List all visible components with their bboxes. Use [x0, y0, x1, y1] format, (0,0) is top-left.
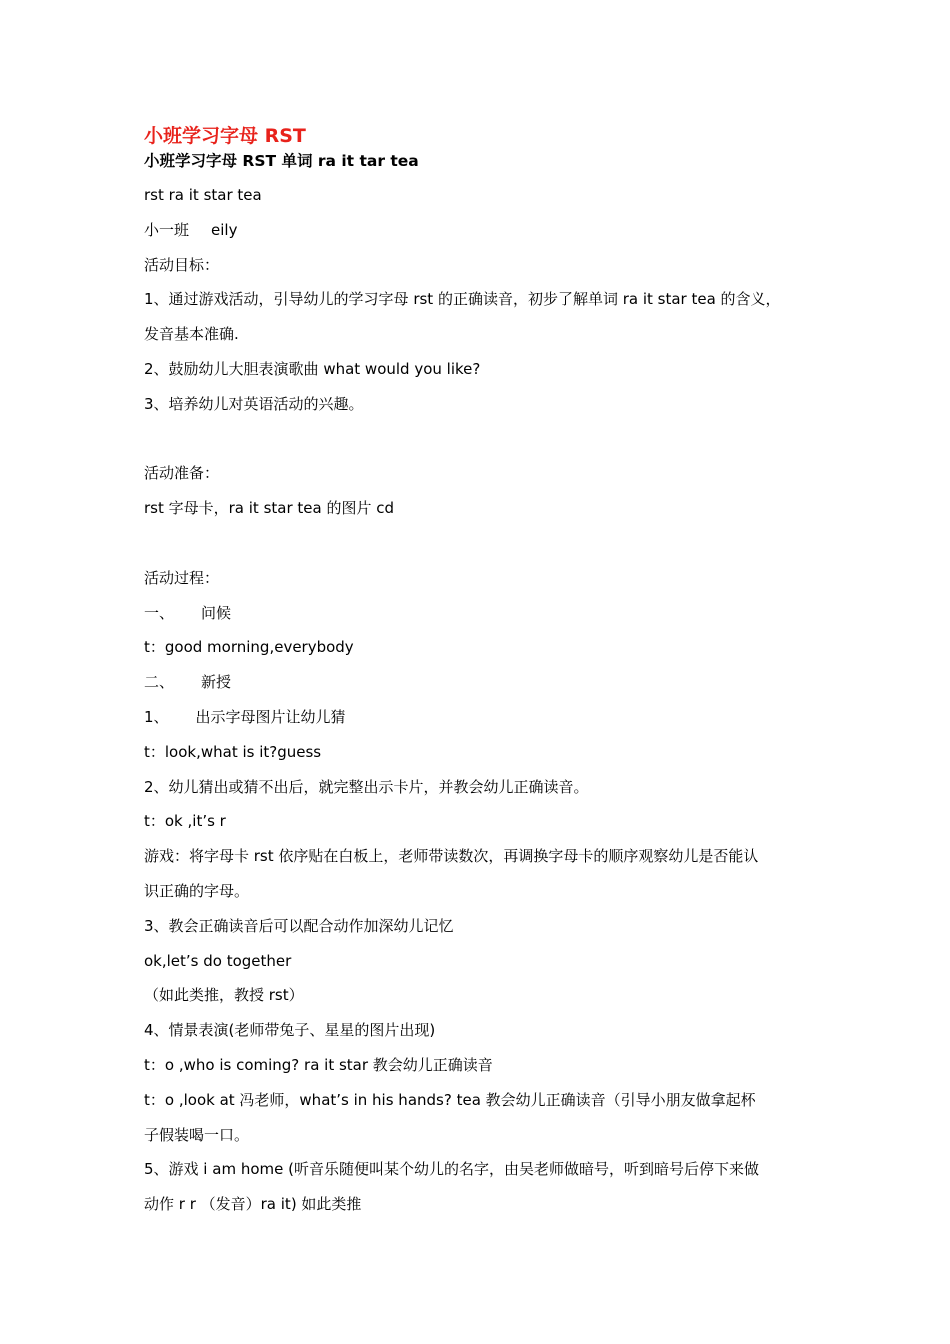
text-line: 5、游戏 i am home (听音乐随便叫某个幼儿的名字，由吴老师做暗号，听到暗号后停下来做 [144, 1160, 759, 1179]
list-item [144, 596, 814, 631]
text-line: rst 字母卡，ra it star tea 的图片 cd [144, 499, 395, 518]
text-line: ok,let’s do together [144, 951, 292, 970]
text-line: 2、幼儿猜出或猜不出后，就完整出示卡片，并教会幼儿正确读音。 [144, 777, 589, 796]
document-title: 小班学习字母 RST [144, 125, 306, 147]
text-line: 发音基本准确. [144, 325, 239, 344]
text-line: 1、通过游戏活动，引导幼儿的学习字母 rst 的正确读音，初步了解单词 ra it star tea 的含义， [144, 290, 781, 309]
blank-line [144, 526, 814, 561]
document-subtitle: 小班学习字母 RST 单词 ra it tar tea [144, 152, 419, 170]
text-line: 子假装喝一口。 [144, 1125, 250, 1144]
text-line: t：o ,look at 冯老师，what’s in his hands? tea 教会幼儿正确读音（引导小朋友做拿起杯 [144, 1090, 756, 1109]
list-marker: 二、 [144, 673, 175, 692]
text-line: 2、鼓励幼儿大胆表演歌曲 what would you like? [144, 359, 481, 378]
list-item [144, 665, 814, 700]
text-line: （如此类推，教授 rst） [144, 986, 304, 1005]
section-heading: 活动过程： [144, 568, 220, 587]
list-item-text: 问候 [201, 603, 232, 622]
blank-line [144, 422, 814, 457]
text-line: 识正确的字母。 [144, 881, 250, 900]
list-marker: 一、 [144, 603, 175, 622]
list-item-text: 出示字母图片让幼儿猜 [195, 707, 346, 726]
section-heading: 活动目标： [144, 255, 220, 274]
text-line: 4、情景表演(老师带兔子、星星的图片出现) [144, 1021, 436, 1040]
class-line [144, 213, 814, 248]
list-marker: 1、 [144, 707, 169, 726]
document-page [144, 122, 814, 1222]
list-item-text: 新授 [201, 673, 232, 692]
text-line: 动作 r r （发音）ra it) 如此类推 [144, 1195, 362, 1214]
text-line: 游戏：将字母卡 rst 依序贴在白板上，老师带读数次，再调换字母卡的顺序观察幼儿是否能认 [144, 847, 759, 866]
text-line: rst ra it star tea [144, 186, 262, 204]
section-heading: 活动准备： [144, 464, 220, 483]
text-line: 3、教会正确读音后可以配合动作加深幼儿记忆 [144, 916, 454, 935]
text-line: t：good morning,everybody [144, 638, 354, 657]
text-line: t：o ,who is coming? ra it star 教会幼儿正确读音 [144, 1055, 493, 1074]
text-line: t：look,what is it?guess [144, 742, 322, 761]
text-line: 3、培养幼儿对英语活动的兴趣。 [144, 394, 364, 413]
class-name: 小一班 [144, 220, 190, 239]
list-item [144, 700, 814, 735]
teacher-name: eily [211, 220, 238, 239]
text-line: t：ok ,it’s r [144, 812, 226, 831]
